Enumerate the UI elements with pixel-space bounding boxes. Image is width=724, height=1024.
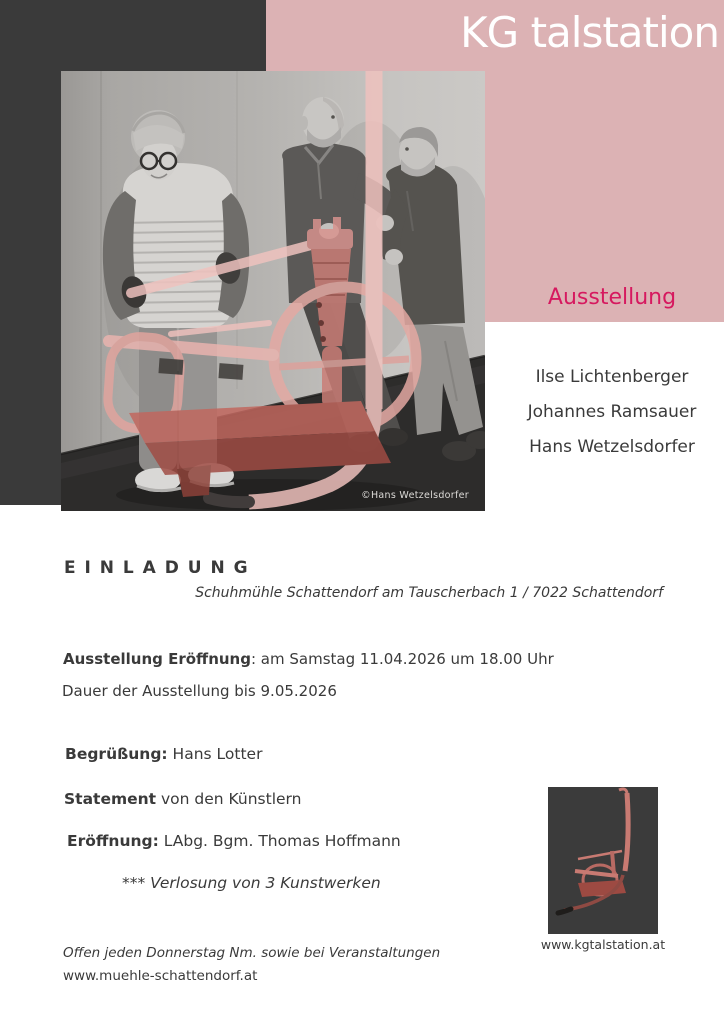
greeting-line [65, 745, 262, 763]
raffle-line: *** Verlosung von 3 Kunstwerken [122, 874, 381, 892]
chairlift-thumbnail [548, 787, 658, 934]
kgtalstation-website: www.kgtalstation.at [540, 937, 666, 952]
statement-line [64, 790, 301, 808]
opening-label: Ausstellung Eröffnung [63, 650, 251, 668]
invitation-heading: E I N L A D U N G [64, 558, 250, 578]
artist-name: Ilse Lichtenberger [535, 367, 689, 387]
opening-line [63, 650, 554, 668]
section-label-ausstellung: Ausstellung [547, 285, 677, 310]
brand-title: KG talstation [460, 8, 719, 57]
opening-details: : am Samstag 11.04.2026 um 18.00 Uhr [250, 650, 554, 668]
opening-hours-line: Offen jeden Donnerstag Nm. sowie bei Veranstaltungen [63, 945, 441, 961]
ceremony-person: LAbg. Bgm. Thomas Hoffmann [158, 832, 401, 850]
exhibition-photo [61, 71, 485, 511]
ceremony-line [67, 832, 401, 850]
artist-list [500, 360, 724, 465]
ceremony-label: Eröffnung: [67, 832, 159, 850]
venue-address: Schuhmühle Schattendorf am Tauscherbach 1 / 7022 Schattendorf [195, 585, 663, 601]
greeting-label: Begrüßung: [65, 745, 168, 763]
greeting-person: Hans Lotter [167, 745, 263, 763]
photo-credit: ©Hans Wetzelsdorfer [361, 490, 469, 501]
exhibition-photo-graphic [61, 71, 485, 511]
muehle-website: www.muehle-schattendorf.at [63, 968, 258, 984]
chairlift-thumbnail-graphic [548, 787, 658, 934]
duration-line: Dauer der Ausstellung bis 9.05.2026 [62, 682, 337, 700]
artist-name: Johannes Ramsauer [527, 402, 697, 422]
statement-label: Statement [64, 790, 157, 808]
statement-details: von den Künstlern [156, 790, 302, 808]
artist-name: Hans Wetzelsdorfer [529, 437, 695, 457]
